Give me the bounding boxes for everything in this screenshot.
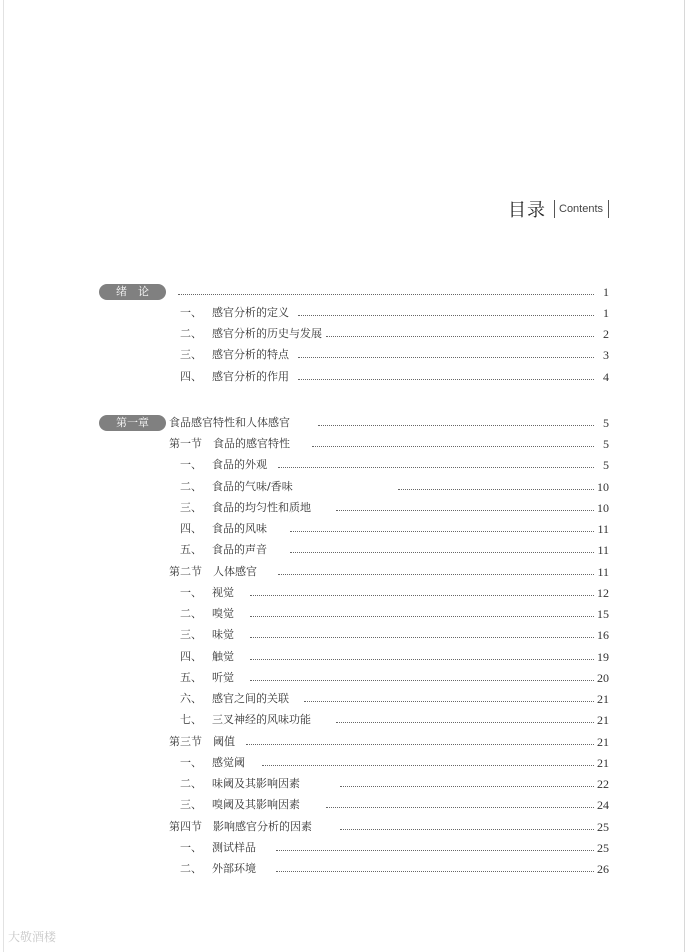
entry-title: 感官分析的特点 xyxy=(212,348,289,362)
entry-title: 感官分析的历史与发展 xyxy=(212,327,322,341)
toc-entry[interactable] xyxy=(0,455,690,475)
entry-title: 食品的声音 xyxy=(212,543,267,557)
dot-leader xyxy=(336,510,594,511)
toc-subtitle: Contents xyxy=(559,203,604,215)
section-title: 第二节 人体感官 xyxy=(169,564,257,578)
dot-leader xyxy=(398,489,594,490)
page-number: 21 xyxy=(597,734,609,749)
dot-leader xyxy=(250,659,594,660)
toc-entry[interactable] xyxy=(0,519,690,539)
toc-entry[interactable] xyxy=(0,303,690,323)
page-number: 25 xyxy=(597,840,609,855)
dot-leader xyxy=(298,357,594,358)
toc-entry[interactable] xyxy=(0,345,690,365)
entry-title: 食品的外观 xyxy=(212,458,267,472)
toc-entry[interactable] xyxy=(0,583,690,603)
entry-number: 一、 xyxy=(180,755,202,769)
page-number: 1 xyxy=(603,306,609,320)
toc-entry[interactable] xyxy=(0,498,690,518)
section-title: 第三节 阈值 xyxy=(169,734,235,748)
entry-title: 触觉 xyxy=(212,649,234,663)
toc-entry[interactable] xyxy=(0,477,690,497)
dot-leader xyxy=(340,786,594,787)
entry-title: 嗅阈及其影响因素 xyxy=(212,798,300,812)
dot-leader xyxy=(290,531,594,532)
entry-number: 三、 xyxy=(180,628,202,642)
page-number: 16 xyxy=(597,628,609,643)
entry-number: 五、 xyxy=(180,670,202,684)
entry-title: 感官之间的关联 xyxy=(212,692,289,705)
entry-number: 五、 xyxy=(180,543,202,557)
entry-title: 食品的风味 xyxy=(212,522,267,535)
page-number: 5 xyxy=(603,416,609,430)
page-number: 5 xyxy=(603,458,609,473)
toc-section[interactable] xyxy=(0,562,690,582)
page-number: 22 xyxy=(597,777,609,791)
page-number: 19 xyxy=(597,649,609,664)
chapter-pill: 第一章 xyxy=(99,415,166,431)
entry-title: 测试样品 xyxy=(212,840,256,854)
entry-title: 外部环境 xyxy=(212,862,256,875)
page-number: 21 xyxy=(597,692,609,706)
page-number: 25 xyxy=(597,819,609,834)
dot-leader xyxy=(262,765,594,766)
toc-entry[interactable] xyxy=(0,367,690,387)
dot-leader xyxy=(250,637,594,638)
entry-title: 嗅觉 xyxy=(212,607,234,620)
entry-number: 二、 xyxy=(180,479,202,493)
toc-entry[interactable] xyxy=(0,689,690,709)
page-number: 20 xyxy=(597,670,609,685)
toc-entry[interactable] xyxy=(0,540,690,560)
entry-number: 一、 xyxy=(180,306,202,319)
entry-number: 二、 xyxy=(180,777,202,790)
entry-title: 食品的均匀性和质地 xyxy=(212,500,311,514)
toc-entry[interactable] xyxy=(0,795,690,815)
toc-entry[interactable] xyxy=(0,668,690,688)
toc-section[interactable] xyxy=(0,434,690,454)
page-number: 11 xyxy=(597,564,609,579)
page-number: 15 xyxy=(597,607,609,621)
toc-section[interactable] xyxy=(0,817,690,837)
dot-leader xyxy=(278,574,594,575)
dot-leader xyxy=(250,595,594,596)
page-number: 3 xyxy=(603,348,609,363)
entry-title: 三叉神经的风味功能 xyxy=(212,713,311,727)
section-title: 第一节 食品的感官特性 xyxy=(169,437,290,450)
entry-number: 二、 xyxy=(180,862,202,875)
toc-entry[interactable] xyxy=(0,838,690,858)
entry-title: 感觉阈 xyxy=(212,755,245,769)
entry-title: 味阈及其影响因素 xyxy=(212,777,300,790)
dot-leader xyxy=(298,315,594,316)
dot-leader xyxy=(278,467,594,468)
divider xyxy=(608,200,609,218)
entry-title: 视觉 xyxy=(212,585,234,599)
toc-entry[interactable] xyxy=(0,774,690,794)
dot-leader xyxy=(336,722,594,723)
page-number: 10 xyxy=(597,500,609,515)
page-number: 4 xyxy=(603,369,609,384)
entry-number: 三、 xyxy=(180,798,202,812)
entry-title: 听觉 xyxy=(212,670,234,684)
page-number: 1 xyxy=(603,285,609,299)
toc-entry[interactable] xyxy=(0,604,690,624)
chapter-title: 食品感官特性和人体感官 xyxy=(169,416,290,429)
entry-number: 三、 xyxy=(180,500,202,514)
toc-section[interactable] xyxy=(0,732,690,752)
dot-leader xyxy=(246,744,594,745)
entry-number: 三、 xyxy=(180,348,202,362)
watermark-text: 大敬酒楼 xyxy=(8,930,57,944)
page-number: 11 xyxy=(597,522,609,536)
toc-entry-chapter[interactable] xyxy=(0,413,690,433)
entry-title: 感官分析的定义 xyxy=(212,306,289,319)
page-number: 24 xyxy=(597,798,609,813)
entry-number: 四、 xyxy=(180,522,202,535)
entry-title: 味觉 xyxy=(212,628,234,642)
toc-title: 目录 xyxy=(508,200,546,221)
watermark xyxy=(8,928,56,945)
dot-leader xyxy=(290,552,594,553)
toc-entry[interactable] xyxy=(0,859,690,879)
entry-title: 食品的气味/香味 xyxy=(212,479,293,493)
dot-leader xyxy=(304,701,594,702)
page-number: 21 xyxy=(597,755,609,770)
page-number: 10 xyxy=(597,479,609,494)
toc-entry[interactable] xyxy=(0,647,690,667)
entry-number: 四、 xyxy=(180,369,202,383)
entry-number: 六、 xyxy=(180,692,202,705)
entry-number: 一、 xyxy=(180,840,202,854)
entry-number: 七、 xyxy=(180,713,202,727)
page-number: 11 xyxy=(597,543,609,558)
dot-leader xyxy=(326,807,594,808)
page-number: 2 xyxy=(603,327,609,342)
dot-leader xyxy=(276,850,594,851)
entry-number: 一、 xyxy=(180,458,202,472)
toc-entry[interactable] xyxy=(0,625,690,645)
dot-leader xyxy=(178,294,594,295)
entry-number: 二、 xyxy=(180,327,202,341)
divider xyxy=(554,200,555,218)
dot-leader xyxy=(326,336,594,337)
dot-leader xyxy=(318,425,594,426)
toc-entry[interactable] xyxy=(0,753,690,773)
entry-number: 四、 xyxy=(180,649,202,663)
toc-entry-intro[interactable] xyxy=(0,282,690,302)
toc-entry[interactable] xyxy=(0,324,690,344)
section-title: 第四节 影响感官分析的因素 xyxy=(169,819,312,833)
dot-leader xyxy=(276,871,594,872)
dot-leader xyxy=(340,829,594,830)
toc-entry[interactable] xyxy=(0,710,690,730)
entry-number: 二、 xyxy=(180,607,202,620)
page-number: 12 xyxy=(597,585,609,600)
page-number: 5 xyxy=(603,437,609,451)
dot-leader xyxy=(250,616,594,617)
dot-leader xyxy=(250,680,594,681)
page-number: 26 xyxy=(597,862,609,876)
entry-number: 一、 xyxy=(180,585,202,599)
intro-pill: 绪 论 xyxy=(99,284,166,300)
page-number: 21 xyxy=(597,713,609,728)
dot-leader xyxy=(312,446,594,447)
toc-heading xyxy=(508,196,609,222)
dot-leader xyxy=(298,379,594,380)
entry-title: 感官分析的作用 xyxy=(212,369,289,383)
